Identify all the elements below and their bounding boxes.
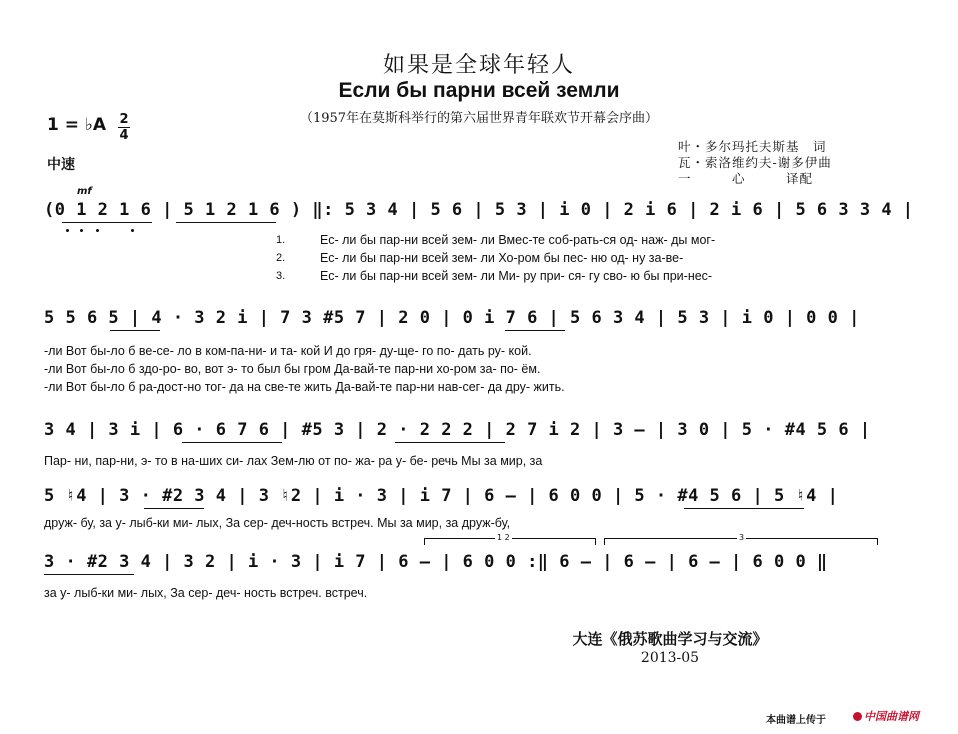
octave-dot — [131, 229, 134, 232]
octave-dot — [96, 229, 99, 232]
time-signature — [118, 113, 130, 142]
source-date: 2013-05 — [640, 650, 700, 666]
lyrics-verse-3-line-1: Ес- ли бы пар-ни всей зем- ли Ми- ру при- ся- гу сво- ю бы при-нес- — [320, 269, 713, 283]
underline-beam — [176, 222, 276, 223]
octave-dot — [80, 229, 83, 232]
verse-number: 1. — [276, 234, 286, 246]
lyrics-verse-1-line-1: Ес- ли бы пар-ни всей зем- ли Вмес-те соб-рать-ся од- наж- ды мог- — [320, 233, 716, 247]
source-credit: 大连《俄苏歌曲学习与交流》 — [572, 630, 768, 648]
verse-number: 3. — [276, 270, 286, 282]
time-signature-bottom: 4 — [119, 128, 129, 143]
verse-number: 2. — [276, 252, 286, 264]
underline-beam — [395, 442, 505, 443]
lyrics-line-5: за у- лыб-ки ми- лых, За сер- деч- ность встреч. встреч. — [44, 586, 368, 600]
lyrics-verse-3-line-2: -ли Вот бы-ло б ра-дост-но тог- да на све-те жить Да-вай-те пар-ни нав-сег- да дру- жить. — [44, 380, 565, 394]
logo-text: 中国曲谱网 — [864, 710, 919, 723]
credit-lyricist: 叶・多尔玛托夫斯基 词 — [678, 139, 827, 154]
time-signature-top: 2 — [119, 112, 129, 127]
volta-label-3: 3 — [739, 533, 745, 542]
underline-beam — [110, 330, 160, 331]
volta-label-1-2: 1 2 — [497, 533, 510, 542]
credit-translator: 一 心 译配 — [678, 171, 814, 186]
staff-line-4: 5 ♮4 | 3 · #2 3 4 | 3 ♮2 | i · 3 | i 7 | 6 — | 6 0 0 | 5 · #4 5 6 | 5 ♮4 | — [44, 486, 839, 506]
upload-note: 本曲谱上传于 — [766, 715, 826, 726]
staff-line-3: 3 4 | 3 i | 6 · 6 7 6 | #5 3 | 2 · 2 2 2 | 2 7 i 2 | 3 — | 3 0 | 5 · #4 5 6 | — [44, 420, 871, 440]
site-logo[interactable] — [853, 708, 919, 724]
lyrics-line-4: друж- бу, за у- лыб-ки ми- лых, За сер- деч-ность встреч. Мы за мир, за друж-бу, — [44, 516, 511, 530]
underline-beam — [684, 508, 804, 509]
lyrics-line-3: Пар- ни, пар-ни, э- то в на-ших си- лах Зем-лю от по- жа- ра у- бе- речь Мы за мир, за — [44, 454, 543, 468]
song-title-chinese: 如果是全球年轻人 — [382, 53, 575, 78]
staff-line-1: (0 1 2 1 6 | 5 1 2 1 6 ) ‖: 5 3 4 | 5 6 | 5 3 | i 0 | 2 i 6 | 2 i 6 | 5 6 3 3 4 | — [44, 200, 914, 220]
underline-beam — [44, 574, 134, 575]
underline-beam — [182, 442, 282, 443]
octave-dot — [66, 229, 69, 232]
song-title-russian: Если бы парни всей земли — [338, 79, 620, 102]
key-signature: 1 = ♭A — [47, 115, 107, 135]
lyrics-verse-1-line-2: -ли Вот бы-ло б ве-се- ло в ком-па-ни- и та- кой И до гря- ду-ще- го по- дать ру- кой. — [44, 344, 532, 358]
credit-composer: 瓦・索洛维约夫-谢多伊曲 — [678, 155, 832, 170]
song-subtitle: （1957年在莫斯科举行的第六届世界青年联欢节开幕会序曲） — [299, 111, 659, 126]
dynamic-marking: mf — [77, 186, 92, 197]
logo-icon — [853, 712, 862, 721]
tempo-marking: 中速 — [47, 157, 75, 173]
lyrics-verse-2-line-1: Ес- ли бы пар-ни всей зем- ли Хо-ром бы пес- ню од- ну за-ве- — [320, 251, 684, 265]
underline-beam — [144, 508, 204, 509]
underline-beam — [505, 330, 565, 331]
staff-line-5: 3 · #2 3 4 | 3 2 | i · 3 | i 7 | 6 — | 6 0 0 :‖ 6 — | 6 — | 6 — | 6 0 0 ‖ — [44, 552, 828, 572]
staff-line-2: 5 5 6 5 | 4 · 3 2 i | 7 3 #5 7 | 2 0 | 0 i 7 6 | 5 6 3 4 | 5 3 | i 0 | 0 0 | — [44, 308, 860, 328]
lyrics-verse-2-line-2: -ли Вот бы-ло б здо-ро- во, вот э- то был бы гром Да-вай-те пар-ни хо-ром за- по- ём. — [44, 362, 541, 376]
underline-beam — [62, 222, 152, 223]
